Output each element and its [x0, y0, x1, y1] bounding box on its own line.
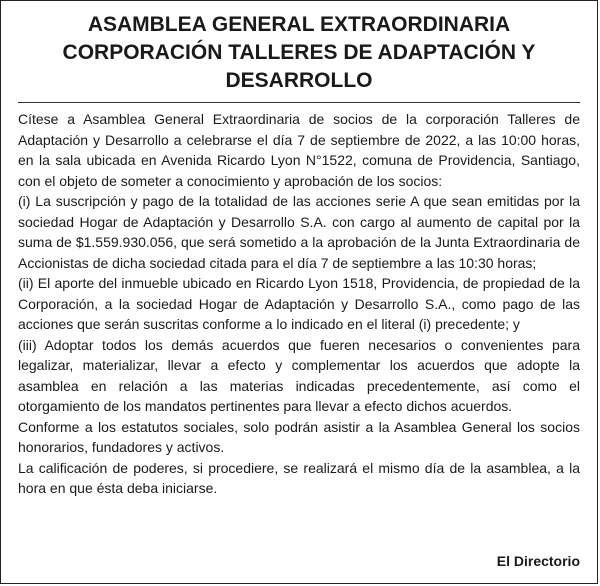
title-line-1: ASAMBLEA GENERAL EXTRAORDINARIA — [87, 13, 511, 36]
title-line-3: DESARROLLO — [225, 69, 373, 92]
paragraph-powers: La calificación de poderes, si procediere, se realizará el mismo día de la asamblea, a la hora en que ésta deba iniciarse. — [18, 459, 580, 496]
notice-header — [11, 11, 587, 95]
header-divider — [18, 102, 580, 103]
paragraph-item-ii: (ii) El aporte del inmueble ubicado en Ricardo Lyon 1518, Providencia, de propiedad de la Corporación, a la sociedad Hogar de Adaptación y Desarrollo S.A., como pago de las acciones que serán suscritas conforme a lo indicado en el literal (i) precedente; y — [18, 275, 580, 332]
paragraph-attendance: Conforme a los estatutos sociales, solo podrán asistir a la Asamblea General los socios honorarios, fundadores y activos. — [18, 418, 580, 455]
signature: El Directorio — [496, 553, 580, 569]
title-line-2: CORPORACIÓN TALLERES DE ADAPTACIÓN Y — [62, 41, 536, 64]
paragraph-intro: Cítese a Asamblea General Extraordinaria de socios de la corporación Talleres de Adaptación y Desarrollo a celebrarse el día 7 de septiembre de 2022, a las 10:00 horas, en la sala ubicada en Avenida Ricardo Lyon N°1522, comuna de Providencia, Santiago, con el objeto de someter a conocimiento y aprobación de los socios: — [18, 111, 580, 189]
notice-body — [18, 109, 580, 499]
paragraph-item-iii: (iii) Adoptar todos los demás acuerdos que fueren necesarios o convenientes para legalizar, materializar, llevar a efecto y complementar los acuerdos que adopte la asamblea en relación a las materias indicadas precedentemente, así como el otorgamiento de los mandatos pertinentes para llevar a efecto dichos acuerdos. — [18, 336, 580, 414]
paragraph-item-i: (i) La suscripción y pago de la totalidad de las acciones serie A que sean emitidas por la sociedad Hogar de Adaptación y Desarrollo S.A. con cargo al aumento de capital por la suma de $1.559.930.056, que será sometido a la aprobación de la Junta Extraordinaria de Accionistas de dicha sociedad citada para el día 7 de septiembre a las 10:30 horas; — [18, 193, 580, 271]
